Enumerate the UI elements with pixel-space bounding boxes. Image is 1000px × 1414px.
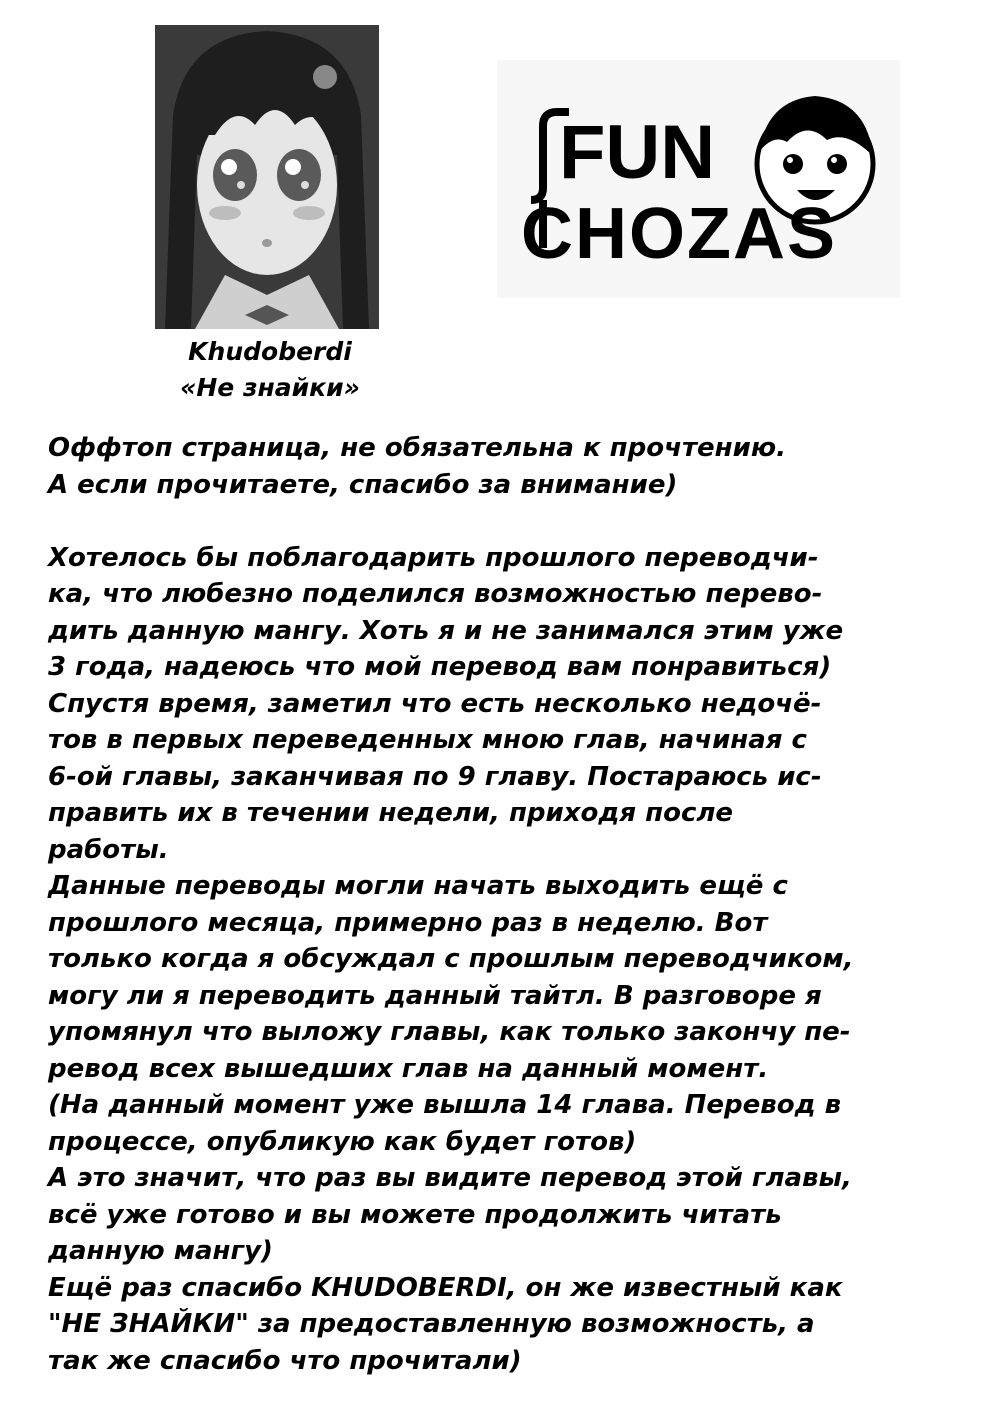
paragraph-line: данную мангу) [48, 1236, 273, 1266]
paragraph-line: упомянул что выложу главы, как только закончу пе- [48, 1017, 851, 1047]
paragraph-line: 3 года, надеюсь что мой перевод вам понравиться) [48, 652, 832, 682]
paragraph-line: тов в первых переведенных мною глав, начиная с [48, 725, 807, 755]
notice-line: Оффтоп страница, не обязательна к прочтению. [48, 433, 786, 463]
paragraph-line: Ещё раз спасибо KHUDOBERDI, он же известный как [48, 1272, 843, 1303]
credit-alias: «Не знайки» [180, 373, 360, 402]
paragraph-line: Данные переводы могли начать выходить ещё с [48, 871, 788, 901]
paragraph-line: только когда я обсуждал с прошлым переводчиком, [48, 944, 854, 974]
translator-credit [140, 334, 400, 406]
paragraph-line: дить данную мангу. Хоть я и не занимался этим уже [48, 615, 844, 646]
logo-line2: CHOZAS [521, 194, 837, 274]
paragraph-line: работы. [48, 834, 169, 865]
funchozas-logo [497, 60, 900, 298]
paragraph-line: могу ли я переводить данный тайтл. В разговоре я [48, 980, 822, 1011]
paragraph-line: Спустя время, заметил что есть несколько недочё- [48, 688, 822, 719]
paragraph-line: ка, что любезно поделился возможностью перево- [48, 579, 823, 609]
paragraph-line: всё уже готово и вы можете продолжить читать [48, 1199, 782, 1230]
paragraph-line: так же спасибо что прочитали) [48, 1345, 522, 1376]
paragraph-line: А это значит, что раз вы видите перевод этой главы, [48, 1163, 852, 1193]
paragraph-line: править их в течении недели, приходя после [48, 798, 734, 828]
credit-name: Khudoberdi [188, 337, 352, 366]
paragraph-line: 6-ой главы, заканчивая по 9 главу. Постараюсь ис- [48, 761, 822, 792]
offtopic-text [48, 430, 948, 1379]
paragraph-line: ревод всех вышедших глав на данный момент. [48, 1053, 769, 1084]
portrait-image [155, 25, 379, 329]
paragraph-line: Хотелось бы поблагодарить прошлого переводчи- [48, 542, 819, 573]
paragraph-line: "НЕ ЗНАЙКИ" за предоставленную возможность, а [48, 1309, 815, 1339]
paragraph-line: процессе, опубликую как будет готов) [48, 1126, 637, 1157]
notice-line: А если прочитаете, спасибо за внимание) [48, 469, 678, 500]
logo-line1: FUN [559, 110, 716, 195]
paragraph-line: (На данный момент уже вышла 14 глава. Перевод в [48, 1090, 842, 1120]
paragraph-line: прошлого месяца, примерно раз в неделю. Вот [48, 907, 768, 938]
